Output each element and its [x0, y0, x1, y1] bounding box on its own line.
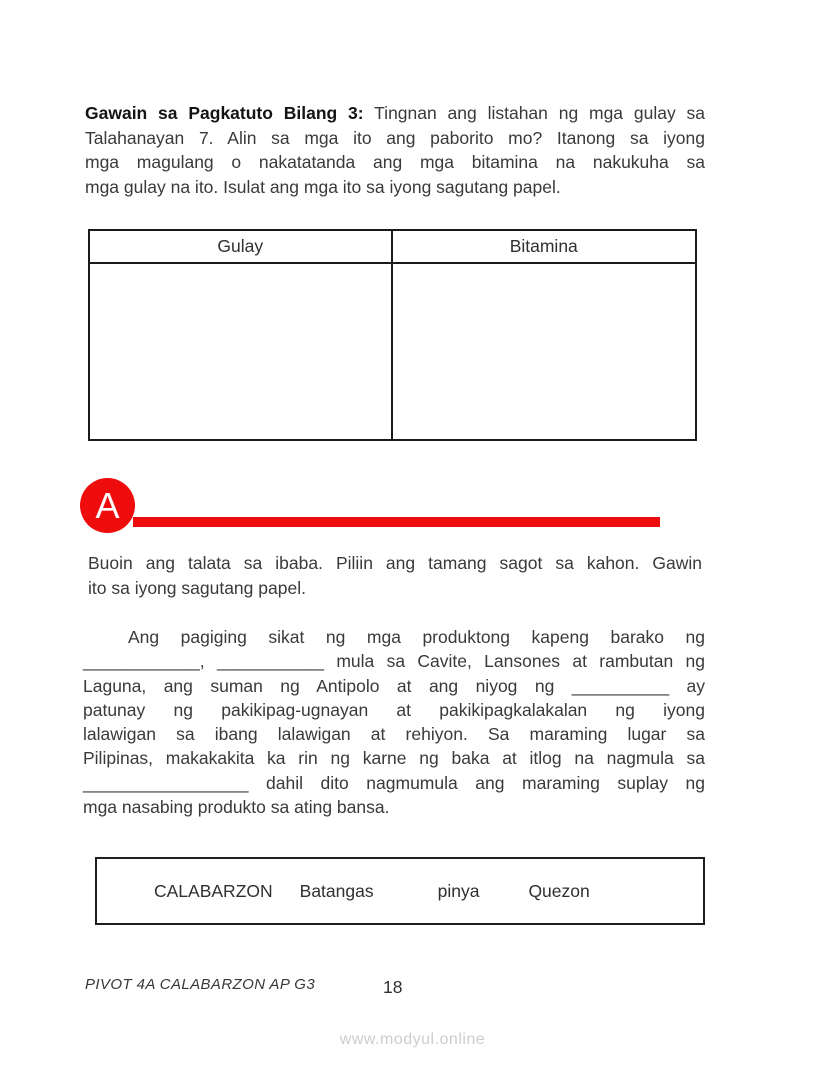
activity-title: Gawain sa Pagkatuto Bilang 3:: [85, 103, 364, 123]
word-bank-item: pinya: [437, 880, 480, 901]
instruction-line: ito sa iyong sagutang papel.: [88, 577, 306, 598]
footer-label: PIVOT 4A CALABARZON AP G3: [85, 976, 316, 993]
instruction-line: Buoin ang talata sa ibaba. Piliin ang tamang sagot sa kahon. Gawin: [88, 553, 702, 573]
activity-line: [85, 101, 705, 126]
table-header-row: [90, 231, 695, 264]
table-cell-gulay-empty: [90, 264, 393, 439]
paragraph-line: mga nasabing produkto sa ating bansa.: [83, 797, 390, 818]
word-bank-item: CALABARZON: [154, 880, 273, 901]
paragraph-line: Ang pagiging sikat ng mga produktong kapeng barako ng: [128, 627, 705, 647]
paragraph-line: _________________ dahil dito nagmumula ang maraming suplay ng: [83, 772, 705, 793]
section-a-instruction: [88, 551, 702, 600]
section-a-divider-line: [133, 517, 660, 527]
activity-line: mga gulay na ito. Isulat ang mga ito sa iyong sagutang papel.: [85, 176, 561, 197]
table-header-gulay: Gulay: [90, 231, 393, 262]
watermark: www.modyul.online: [339, 1031, 486, 1048]
paragraph-line: Laguna, ang suman ng Antipolo at ang niyog ng __________ ay: [83, 675, 705, 696]
word-bank-box: [95, 857, 705, 925]
word-bank-item: Quezon: [528, 880, 590, 901]
activity-line: mga magulang o nakatatanda ang mga bitamina na nakukuha sa: [85, 152, 705, 173]
word-bank-item: Batangas: [299, 880, 374, 901]
activity-header: [85, 101, 705, 199]
activity-text: Tingnan ang listahan ng mga gulay sa: [374, 103, 706, 123]
paragraph-line: ____________, ___________ mula sa Cavite, Lansones at rambutan ng: [83, 651, 705, 672]
paragraph-line: patunay ng pakikipag-ugnayan at pakikipagkalakalan ng iyong: [83, 699, 705, 720]
vegetables-vitamins-table: [88, 229, 697, 441]
paragraph-line: Pilipinas, makakakita ka rin ng karne ng baka at itlog na nagmula sa: [83, 748, 705, 769]
activity-line: Talahanayan 7. Alin sa mga ito ang paborito mo? Itanong sa iyong: [85, 127, 705, 148]
table-body-row: [90, 264, 695, 439]
section-a-badge: [80, 478, 135, 533]
fill-in-paragraph: [83, 625, 705, 819]
section-a-letter: A: [95, 484, 120, 526]
table-header-bitamina: Bitamina: [509, 236, 578, 256]
paragraph-line: lalawigan sa ibang lalawigan at rehiyon. Sa maraming lugar sa: [83, 724, 705, 745]
table-cell-bitamina-empty: [393, 264, 696, 439]
page-number: 18: [383, 977, 403, 997]
